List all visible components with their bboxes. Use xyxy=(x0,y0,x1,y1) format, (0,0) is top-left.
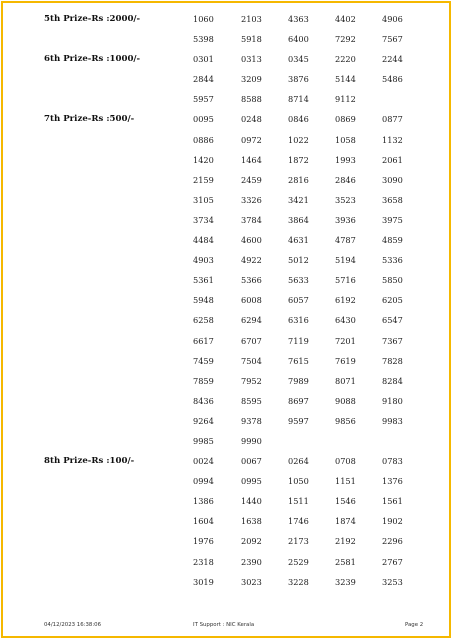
winning-number: 0869 xyxy=(335,114,356,125)
prize-row xyxy=(0,411,452,431)
winning-number: 1993 xyxy=(335,154,356,165)
winning-number: 4600 xyxy=(241,235,262,246)
winning-number: 0972 xyxy=(241,134,262,145)
winning-number: 0783 xyxy=(382,456,403,467)
winning-number: 1440 xyxy=(241,496,262,507)
prize-row xyxy=(0,511,452,531)
prize-row xyxy=(0,572,452,592)
winning-number: 1022 xyxy=(288,134,309,145)
winning-number: 5398 xyxy=(193,34,214,45)
winning-number: 0248 xyxy=(241,114,262,125)
footer-timestamp: 04/12/2023 16:38:06 xyxy=(44,622,101,628)
prize-row xyxy=(0,491,452,511)
winning-number: 7119 xyxy=(288,335,309,346)
winning-number: 7859 xyxy=(193,375,214,386)
winning-number: 0313 xyxy=(241,54,262,65)
prize-category-label: 6th Prize-Rs :1000/- xyxy=(44,54,141,65)
prize-row xyxy=(0,471,452,491)
prize-row xyxy=(0,371,452,391)
winning-number: 9264 xyxy=(193,415,214,426)
winning-number: 7615 xyxy=(288,355,309,366)
winning-number: 6316 xyxy=(288,315,309,326)
winning-number: 9088 xyxy=(335,395,356,406)
winning-number: 2220 xyxy=(335,54,356,65)
winning-number: 5361 xyxy=(193,275,214,286)
winning-number: 6205 xyxy=(382,295,403,306)
winning-number: 2192 xyxy=(335,536,356,547)
prize-row xyxy=(0,552,452,572)
winning-number: 2390 xyxy=(241,556,262,567)
prize-row xyxy=(0,250,452,270)
winning-number: 3876 xyxy=(288,74,309,85)
prize-row xyxy=(0,351,452,371)
winning-number: 7504 xyxy=(241,355,262,366)
winning-number: 1561 xyxy=(382,496,403,507)
winning-number: 4631 xyxy=(288,235,309,246)
winning-number: 6057 xyxy=(288,295,309,306)
prize-row xyxy=(0,270,452,290)
winning-number: 9112 xyxy=(335,94,356,105)
winning-number: 2846 xyxy=(335,174,356,185)
winning-number: 2173 xyxy=(288,536,309,547)
winning-number: 0067 xyxy=(241,456,262,467)
winning-number: 1386 xyxy=(193,496,214,507)
winning-number: 7367 xyxy=(382,335,403,346)
winning-number: 4363 xyxy=(288,14,309,24)
winning-number: 4903 xyxy=(193,255,214,266)
winning-number: 0708 xyxy=(335,456,356,467)
winning-number: 8697 xyxy=(288,395,309,406)
prize-row xyxy=(0,150,452,170)
winning-number: 6008 xyxy=(241,295,262,306)
prize-row xyxy=(0,69,452,89)
winning-number: 1874 xyxy=(335,516,356,527)
winning-number: 1420 xyxy=(193,154,214,165)
winning-number: 6258 xyxy=(193,315,214,326)
winning-number: 4922 xyxy=(241,255,262,266)
prize-row xyxy=(0,130,452,150)
footer-page-number: Page 2 xyxy=(405,622,424,628)
winning-number: 3864 xyxy=(288,214,309,225)
winning-number: 2061 xyxy=(382,154,403,165)
winning-number: 2529 xyxy=(288,556,309,567)
winning-number: 6430 xyxy=(335,315,356,326)
winning-number: 0994 xyxy=(193,476,214,487)
winning-number: 3239 xyxy=(335,576,356,587)
winning-number: 1151 xyxy=(335,476,356,487)
winning-number: 1976 xyxy=(193,536,214,547)
prize-row xyxy=(0,331,452,351)
winning-number: 3228 xyxy=(288,576,309,587)
winning-number: 1746 xyxy=(288,516,309,527)
winning-number: 1464 xyxy=(241,154,262,165)
winning-number: 3209 xyxy=(241,74,262,85)
winning-number: 8071 xyxy=(335,375,356,386)
prize-category-label: 7th Prize-Rs :500/- xyxy=(44,114,135,125)
winning-number: 2159 xyxy=(193,174,214,185)
winning-number: 6617 xyxy=(193,335,214,346)
winning-number: 2844 xyxy=(193,74,214,85)
winning-number: 5948 xyxy=(193,295,214,306)
prize-row xyxy=(0,210,452,230)
winning-number: 3523 xyxy=(335,194,356,205)
footer-support: IT Support : NIC Kerala xyxy=(193,622,255,628)
winning-number: 6400 xyxy=(288,34,309,45)
winning-number: 2296 xyxy=(382,536,403,547)
prize-category-label: 8th Prize-Rs :100/- xyxy=(44,456,135,467)
winning-number: 9990 xyxy=(241,435,262,446)
winning-number: 0846 xyxy=(288,114,309,125)
winning-number: 5716 xyxy=(335,275,356,286)
winning-number: 3326 xyxy=(241,194,262,205)
winning-number: 0264 xyxy=(288,456,309,467)
winning-number: 4787 xyxy=(335,235,356,246)
prize-row xyxy=(0,170,452,190)
prize-row xyxy=(0,431,452,451)
winning-number: 0877 xyxy=(382,114,403,125)
winning-number: 4402 xyxy=(335,14,356,24)
prize-row xyxy=(0,290,452,310)
winning-number: 0886 xyxy=(193,134,214,145)
prize-row xyxy=(0,531,452,551)
winning-number: 2581 xyxy=(335,556,356,567)
winning-number: 0345 xyxy=(288,54,309,65)
winning-number: 0024 xyxy=(193,456,214,467)
winning-number: 2816 xyxy=(288,174,309,185)
winning-number: 4484 xyxy=(193,235,214,246)
winning-number: 7952 xyxy=(241,375,262,386)
winning-number: 2318 xyxy=(193,556,214,567)
winning-number: 8714 xyxy=(288,94,309,105)
winning-number: 0301 xyxy=(193,54,214,65)
winning-number: 5012 xyxy=(288,255,309,266)
winning-number: 3936 xyxy=(335,214,356,225)
prize-row xyxy=(0,230,452,250)
winning-number: 4859 xyxy=(382,235,403,246)
winning-number: 7828 xyxy=(382,355,403,366)
winning-number: 5850 xyxy=(382,275,403,286)
winning-number: 1132 xyxy=(382,134,403,145)
winning-number: 3105 xyxy=(193,194,214,205)
winning-number: 7459 xyxy=(193,355,214,366)
winning-number: 1604 xyxy=(193,516,214,527)
prize-row xyxy=(0,109,452,129)
winning-number: 3421 xyxy=(288,194,309,205)
winning-number: 2092 xyxy=(241,536,262,547)
prize-row xyxy=(0,391,452,411)
winning-number: 0095 xyxy=(193,114,214,125)
winning-number: 9180 xyxy=(382,395,403,406)
winning-number: 8284 xyxy=(382,375,403,386)
winning-number: 1872 xyxy=(288,154,309,165)
winning-number: 3253 xyxy=(382,576,403,587)
winning-number: 1060 xyxy=(193,14,214,24)
winning-number: 6547 xyxy=(382,315,403,326)
winning-number: 3734 xyxy=(193,214,214,225)
winning-number: 8595 xyxy=(241,395,262,406)
prize-row xyxy=(0,451,452,471)
winning-number: 1511 xyxy=(288,496,309,507)
winning-number: 4906 xyxy=(382,14,403,24)
winning-number: 6192 xyxy=(335,295,356,306)
winning-number: 5336 xyxy=(382,255,403,266)
winning-number: 3658 xyxy=(382,194,403,205)
prize-row xyxy=(0,89,452,109)
winning-number: 6707 xyxy=(241,335,262,346)
winning-number: 3023 xyxy=(241,576,262,587)
winning-number: 8436 xyxy=(193,395,214,406)
winning-number: 2244 xyxy=(382,54,403,65)
prize-row xyxy=(0,310,452,330)
winning-number: 7619 xyxy=(335,355,356,366)
prize-row xyxy=(0,9,452,29)
prize-row xyxy=(0,190,452,210)
winning-number: 3019 xyxy=(193,576,214,587)
winning-number: 5194 xyxy=(335,255,356,266)
winning-number: 3784 xyxy=(241,214,262,225)
prize-row xyxy=(0,49,452,69)
winning-number: 2459 xyxy=(241,174,262,185)
winning-number: 1638 xyxy=(241,516,262,527)
winning-number: 1546 xyxy=(335,496,356,507)
winning-number: 5486 xyxy=(382,74,403,85)
winning-number: 9856 xyxy=(335,415,356,426)
winning-number: 1050 xyxy=(288,476,309,487)
winning-number: 7292 xyxy=(335,34,356,45)
winning-number: 8588 xyxy=(241,94,262,105)
winning-number: 5957 xyxy=(193,94,214,105)
prize-category-label: 5th Prize-Rs :2000/- xyxy=(44,14,141,24)
winning-number: 5918 xyxy=(241,34,262,45)
winning-number: 1376 xyxy=(382,476,403,487)
winning-number: 1058 xyxy=(335,134,356,145)
winning-number: 6294 xyxy=(241,315,262,326)
winning-number: 1902 xyxy=(382,516,403,527)
winning-number: 2767 xyxy=(382,556,403,567)
winning-number: 0995 xyxy=(241,476,262,487)
winning-number: 5366 xyxy=(241,275,262,286)
winning-number: 7989 xyxy=(288,375,309,386)
winning-number: 3975 xyxy=(382,214,403,225)
winning-number: 9378 xyxy=(241,415,262,426)
winning-number: 9983 xyxy=(382,415,403,426)
prize-list xyxy=(0,9,452,592)
winning-number: 5144 xyxy=(335,74,356,85)
winning-number: 5633 xyxy=(288,275,309,286)
prize-row xyxy=(0,29,452,49)
winning-number: 7567 xyxy=(382,34,403,45)
winning-number: 9597 xyxy=(288,415,309,426)
winning-number: 9985 xyxy=(193,435,214,446)
winning-number: 7201 xyxy=(335,335,356,346)
winning-number: 3090 xyxy=(382,174,403,185)
winning-number: 2103 xyxy=(241,14,262,24)
